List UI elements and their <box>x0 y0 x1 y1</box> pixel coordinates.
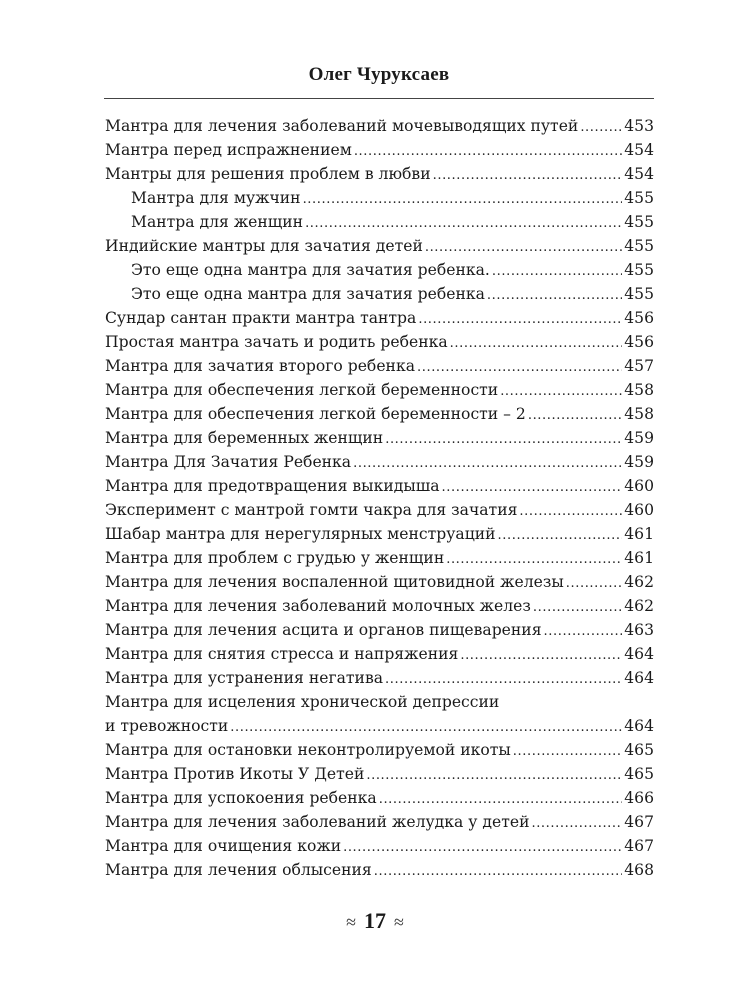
toc-entry-page: 468 <box>624 861 654 879</box>
toc-entry-title: Мантра для устранения негатива <box>105 669 384 687</box>
toc-entry-page: 467 <box>624 813 654 831</box>
toc-entry <box>105 642 654 666</box>
toc-entry <box>105 402 654 426</box>
toc-entry-page: 455 <box>624 285 654 303</box>
toc-entry <box>105 834 654 858</box>
toc-entry <box>105 786 654 810</box>
toc-entry <box>105 714 654 738</box>
toc-entry-page: 464 <box>624 645 654 663</box>
dot-leader <box>531 810 622 834</box>
toc-entry-page: 457 <box>624 357 654 375</box>
toc-entry <box>105 282 654 306</box>
toc-entry-page: 461 <box>624 525 654 543</box>
toc-entry <box>105 234 654 258</box>
toc-entry-title: Мантра для лечения асцита и органов пищеварения <box>105 621 542 639</box>
toc-entry-title: Мантра перед испражнением <box>105 141 352 159</box>
toc-entry-title: Мантра для успокоения ребенка <box>105 789 377 807</box>
decorative-approx-left: ≈ <box>346 912 356 932</box>
toc-entry-title: Мантра для мужчин <box>131 189 301 207</box>
toc-entry-title: Простая мантра зачать и родить ребенка <box>105 333 448 351</box>
dot-leader <box>385 666 622 690</box>
toc-entry <box>105 210 654 234</box>
toc-entry-title: Это еще одна мантра для зачатия ребенка. <box>131 261 490 279</box>
toc-entry <box>105 618 654 642</box>
toc-entry-page: 455 <box>624 261 654 279</box>
toc-entry-page: 453 <box>624 117 654 135</box>
dot-leader <box>460 642 622 666</box>
toc-entry-title: Шабар мантра для нерегулярных менструаций <box>105 525 496 543</box>
dot-leader <box>519 498 622 522</box>
toc-entry <box>105 186 654 210</box>
toc-entry-page: 458 <box>624 405 654 423</box>
toc-entry-title: Мантра для снятия стресса и напряжения <box>105 645 459 663</box>
dot-leader <box>353 450 622 474</box>
dot-leader <box>379 786 623 810</box>
dot-leader <box>450 330 623 354</box>
toc-entry-page: 465 <box>624 741 654 759</box>
dot-leader <box>498 522 623 546</box>
toc-entry-title: Мантра для лечения облысения <box>105 861 372 879</box>
toc-entry-title: Мантра для лечения заболеваний мочевыводящих путей <box>105 117 579 135</box>
toc-entry <box>105 498 654 522</box>
toc-entry-page: 466 <box>624 789 654 807</box>
toc-entry <box>105 450 654 474</box>
toc-entry-page: 454 <box>624 141 654 159</box>
toc-entry-title: Мантра для предотвращения выкидыша <box>105 477 440 495</box>
toc-entry <box>105 474 654 498</box>
toc-entry-page: 462 <box>624 573 654 591</box>
dot-leader <box>492 258 622 282</box>
toc-entry-page: 455 <box>624 237 654 255</box>
toc-entry-title: Мантра для лечения заболеваний молочных желез <box>105 597 531 615</box>
dot-leader <box>230 714 622 738</box>
dot-leader <box>433 162 623 186</box>
toc-entry-page: 467 <box>624 837 654 855</box>
decorative-approx-right: ≈ <box>394 912 404 932</box>
toc-entry-title: Это еще одна мантра для зачатия ребенка <box>131 285 485 303</box>
toc-entry <box>105 426 654 450</box>
toc-entry-title: Сундар сантан практи мантра тантра <box>105 309 417 327</box>
toc-entry-page: 461 <box>624 549 654 567</box>
dot-leader <box>446 546 622 570</box>
toc-entry-title: Эксперимент с мантрой гомти чакра для зачатия <box>105 501 518 519</box>
toc-entry-page: 455 <box>624 213 654 231</box>
running-header <box>104 64 654 99</box>
toc-entry-title: Мантра Для Зачатия Ребенка <box>105 453 352 471</box>
toc-entry-page: 458 <box>624 381 654 399</box>
dot-leader <box>418 306 622 330</box>
toc-entry-title: Мантра для проблем с грудью у женщин <box>105 549 445 567</box>
toc-entry <box>105 306 654 330</box>
toc-entry-page: 456 <box>624 309 654 327</box>
dot-leader <box>533 594 622 618</box>
toc-entry <box>105 858 654 882</box>
toc-entry <box>105 138 654 162</box>
toc-entry-title: Мантра для остановки неконтролируемой икоты <box>105 741 511 759</box>
toc-entry-title: Мантра для лечения воспаленной щитовидной железы <box>105 573 564 591</box>
toc-entry <box>105 738 654 762</box>
table-of-contents <box>105 114 654 882</box>
page-footer <box>0 908 750 934</box>
toc-entry <box>105 258 654 282</box>
dot-leader <box>343 834 622 858</box>
dot-leader <box>354 138 622 162</box>
toc-entry-page: 465 <box>624 765 654 783</box>
toc-entry-title: Мантра для беременных женщин <box>105 429 384 447</box>
toc-entry <box>105 162 654 186</box>
toc-entry <box>105 354 654 378</box>
toc-entry-page: 454 <box>624 165 654 183</box>
toc-entry-page: 459 <box>624 429 654 447</box>
toc-entry <box>105 762 654 786</box>
toc-entry <box>105 330 654 354</box>
toc-entry-page: 460 <box>624 501 654 519</box>
dot-leader <box>442 474 623 498</box>
toc-entry-title: Мантра для зачатия второго ребенка <box>105 357 415 375</box>
toc-entry-page: 455 <box>624 189 654 207</box>
toc-entry <box>105 546 654 570</box>
toc-entry-first-line: Мантра для исцеления хронической депрессии <box>105 693 500 711</box>
dot-leader <box>374 858 622 882</box>
toc-entry-page: 463 <box>624 621 654 639</box>
dot-leader <box>487 282 622 306</box>
dot-leader <box>528 402 622 426</box>
toc-entry-title: и тревожности <box>105 717 229 735</box>
dot-leader <box>500 378 622 402</box>
toc-entry-title: Мантра Против Икоты У Детей <box>105 765 365 783</box>
toc-entry-page: 462 <box>624 597 654 615</box>
toc-entry <box>105 810 654 834</box>
toc-entry <box>105 570 654 594</box>
toc-entry <box>105 378 654 402</box>
dot-leader <box>566 570 622 594</box>
dot-leader <box>513 738 622 762</box>
toc-entry-title: Мантра для обеспечения легкой беременности – 2 <box>105 405 526 423</box>
toc-entry-page: 464 <box>624 717 654 735</box>
toc-entry <box>105 666 654 690</box>
dot-leader <box>385 426 622 450</box>
toc-entry <box>105 522 654 546</box>
dot-leader <box>580 114 622 138</box>
page-number: 17 <box>364 908 386 933</box>
toc-entry-page: 456 <box>624 333 654 351</box>
toc-entry-page: 464 <box>624 669 654 687</box>
toc-entry-title: Мантры для решения проблем в любви <box>105 165 431 183</box>
toc-entry-title: Мантра для лечения заболеваний желудка у детей <box>105 813 530 831</box>
toc-entry <box>105 594 654 618</box>
dot-leader <box>305 210 622 234</box>
dot-leader <box>425 234 622 258</box>
dot-leader <box>417 354 622 378</box>
dot-leader <box>366 762 622 786</box>
author-name: Олег Чуруксаев <box>308 64 450 85</box>
toc-entry-page: 459 <box>624 453 654 471</box>
toc-entry <box>105 114 654 138</box>
toc-entry-title: Мантра для очищения кожи <box>105 837 342 855</box>
toc-entry-title: Индийские мантры для зачатия детей <box>105 237 423 255</box>
toc-entry-title: Мантра для женщин <box>131 213 304 231</box>
toc-entry-page: 460 <box>624 477 654 495</box>
dot-leader <box>303 186 623 210</box>
toc-entry-title: Мантра для обеспечения легкой беременности <box>105 381 499 399</box>
dot-leader <box>544 618 623 642</box>
